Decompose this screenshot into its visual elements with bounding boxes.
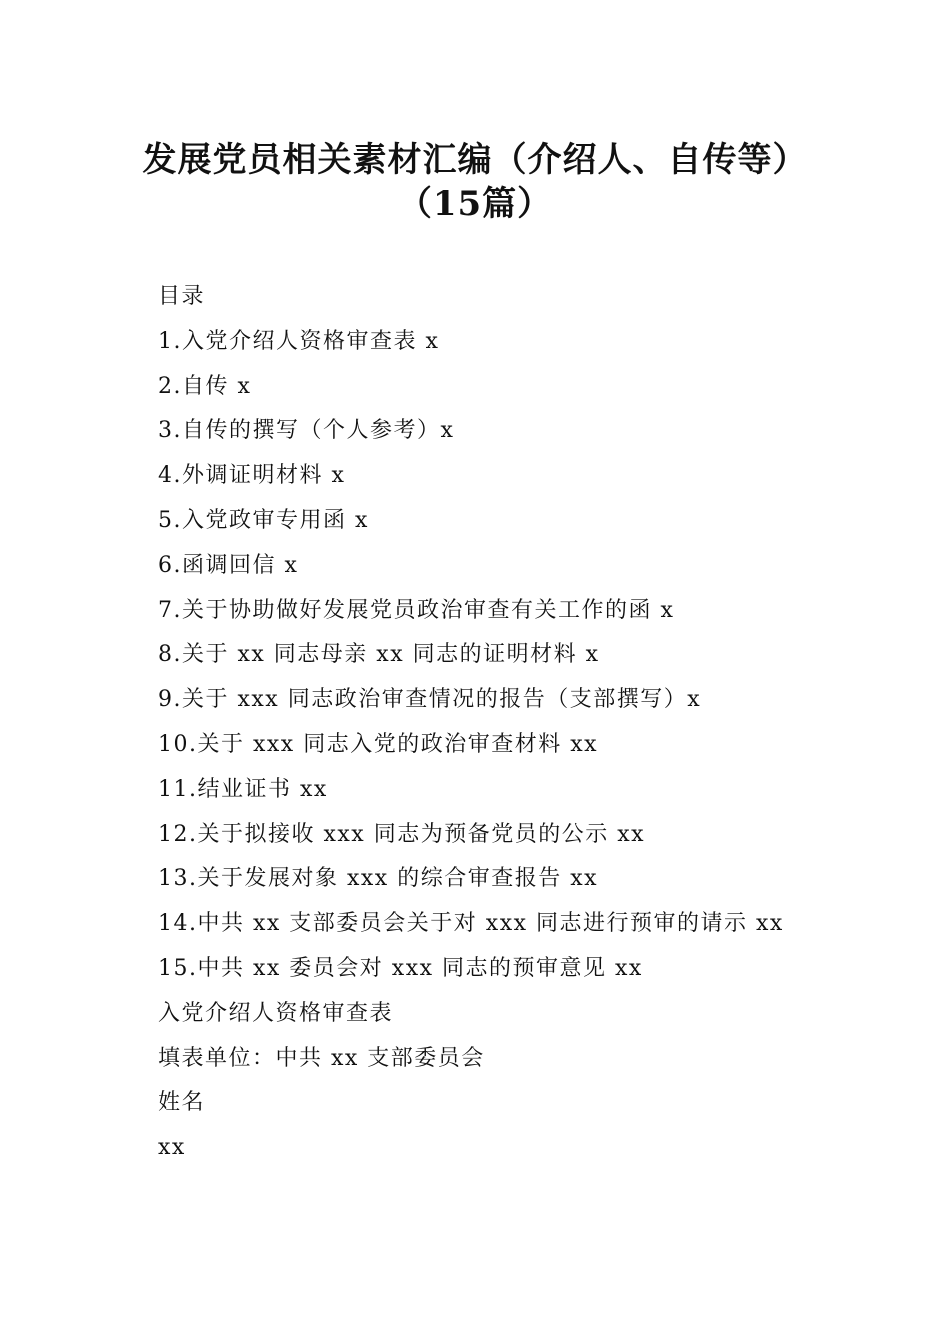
toc-item: 11.结业证书 xx [158,776,328,802]
toc-item: 13.关于发展对象 xxx 的综合审查报告 xx [158,866,599,892]
document-title-count: （15篇） [397,184,553,224]
document-title: 发展党员相关素材汇编（介绍人、自传等） [142,140,808,180]
toc-item: 8.关于 xx 同志母亲 xx 同志的证明材料 x [158,642,600,668]
field-value-name: xx [158,1135,186,1161]
toc-item: 1.入党介绍人资格审查表 x [158,328,440,354]
section-title: 入党介绍人资格审查表 [158,1000,394,1026]
toc-item: 15.中共 xx 委员会对 xxx 同志的预审意见 xx [158,955,643,981]
toc-item: 9.关于 xxx 同志政治审查情况的报告（支部撰写）x [158,687,702,713]
fill-unit: 填表单位：中共 xx 支部委员会 [158,1045,485,1071]
toc-item: 3.自传的撰写（个人参考）x [158,418,455,444]
toc-item: 4.外调证明材料 x [158,463,346,489]
toc-item: 6.函调回信 x [158,552,299,578]
toc-item: 12.关于拟接收 xxx 同志为预备党员的公示 xx [158,821,646,847]
toc-item: 2.自传 x [158,373,252,399]
toc-item: 10.关于 xxx 同志入党的政治审查材料 xx [158,731,599,757]
toc-heading: 目录 [158,284,206,309]
toc-item: 14.中共 xx 支部委员会关于对 xxx 同志进行预审的请示 xx [158,911,784,937]
toc-item: 5.入党政审专用函 x [158,507,369,533]
toc-item: 7.关于协助做好发展党员政治审查有关工作的函 x [158,597,675,623]
field-label-name: 姓名 [158,1090,206,1116]
document-body [158,275,918,1171]
